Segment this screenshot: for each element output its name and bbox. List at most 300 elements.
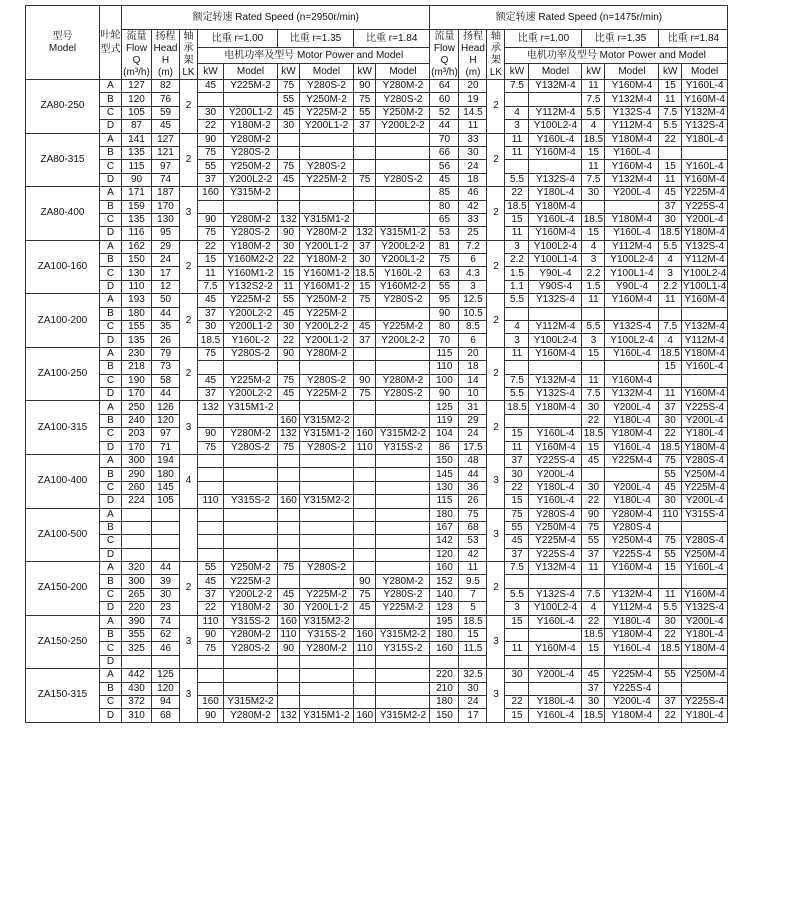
kw-r135-2950: 30 bbox=[278, 120, 300, 133]
head-header-1475: 扬程 Head H (m) bbox=[459, 30, 487, 80]
kw-r184-2950: 160 bbox=[354, 428, 376, 441]
motor-r135-1475: Y180L-4 bbox=[605, 414, 659, 427]
kw-r184-2950: 75 bbox=[354, 387, 376, 400]
flow-2950: 150 bbox=[122, 254, 152, 267]
kw-r100-1475 bbox=[505, 575, 529, 588]
kw-r184-1475: 55 bbox=[659, 468, 681, 481]
motor-r184-1475: Y280S-4 bbox=[681, 535, 727, 548]
table-row bbox=[26, 695, 728, 708]
kw-header: kW bbox=[198, 64, 224, 80]
motor-r135-2950 bbox=[300, 655, 354, 668]
head-1475: 20 bbox=[459, 80, 487, 93]
head-2950: 30 bbox=[152, 588, 180, 601]
motor-r184-1475: Y180M-4 bbox=[681, 227, 727, 240]
motor-r184-2950: Y225M-2 bbox=[376, 602, 430, 615]
motor-r135-2950: Y225M-2 bbox=[300, 307, 354, 320]
flow-2950: 250 bbox=[122, 401, 152, 414]
flow-2950: 290 bbox=[122, 468, 152, 481]
head-2950: 46 bbox=[152, 642, 180, 655]
kw-r100-2950: 30 bbox=[198, 321, 224, 334]
kw-r184-1475: 5.5 bbox=[659, 240, 681, 253]
motor-r184-2950: Y280M-2 bbox=[376, 80, 430, 93]
impeller-type: A bbox=[100, 669, 122, 682]
motor-r135-1475: Y160L-4 bbox=[605, 146, 659, 159]
motor-r135-1475: Y100L2-4 bbox=[605, 334, 659, 347]
flow-1475: 160 bbox=[430, 562, 459, 575]
motor-r100-2950: Y280S-2 bbox=[224, 146, 278, 159]
kw-r135-1475: 22 bbox=[582, 495, 605, 508]
table-row bbox=[26, 133, 728, 146]
kw-r184-2950 bbox=[354, 695, 376, 708]
motor-r184-1475 bbox=[681, 374, 727, 387]
kw-r184-1475: 55 bbox=[659, 669, 681, 682]
kw-r100-2950: 75 bbox=[198, 227, 224, 240]
motor-r100-2950: Y132S2-2 bbox=[224, 280, 278, 293]
kw-r135-2950: 30 bbox=[278, 602, 300, 615]
kw-r184-2950: 45 bbox=[354, 602, 376, 615]
motor-r100-1475: Y180L-4 bbox=[529, 695, 582, 708]
kw-r184-2950 bbox=[354, 521, 376, 534]
motor-r135-2950: Y280S-2 bbox=[300, 160, 354, 173]
head-1475: 15 bbox=[459, 629, 487, 642]
kw-r135-2950 bbox=[278, 669, 300, 682]
motor-r135-1475: Y160M-4 bbox=[605, 80, 659, 93]
motor-r135-1475: Y112M-4 bbox=[605, 240, 659, 253]
head-2950: 74 bbox=[152, 173, 180, 186]
flow-1475: 160 bbox=[430, 642, 459, 655]
kw-r100-1475 bbox=[505, 655, 529, 668]
head-2950: 97 bbox=[152, 160, 180, 173]
kw-r184-2950: 75 bbox=[354, 588, 376, 601]
motor-r184-2950: Y315M2-2 bbox=[376, 428, 430, 441]
flow-1475: 115 bbox=[430, 495, 459, 508]
motor-r100-1475 bbox=[529, 414, 582, 427]
bearing-frame-1475: 2 bbox=[487, 347, 505, 401]
kw-r184-1475 bbox=[659, 521, 681, 534]
kw-r184-1475: 5.5 bbox=[659, 120, 681, 133]
flow-2950: 110 bbox=[122, 280, 152, 293]
table-row bbox=[26, 307, 728, 320]
motor-r135-2950: Y160M1-2 bbox=[300, 267, 354, 280]
motor-r184-1475: Y250M-4 bbox=[681, 548, 727, 561]
pump-model: ZA100-160 bbox=[26, 240, 100, 294]
flow-1475: 55 bbox=[430, 280, 459, 293]
head-2950: 170 bbox=[152, 200, 180, 213]
kw-r184-1475: 22 bbox=[659, 428, 681, 441]
impeller-type: C bbox=[100, 160, 122, 173]
kw-r135-2950: 75 bbox=[278, 562, 300, 575]
kw-r100-2950 bbox=[198, 669, 224, 682]
head-2950 bbox=[152, 655, 180, 668]
kw-r184-2950: 132 bbox=[354, 227, 376, 240]
motor-r184-2950: Y250M-2 bbox=[376, 106, 430, 119]
motor-r184-2950 bbox=[376, 548, 430, 561]
head-1475: 10 bbox=[459, 387, 487, 400]
head-2950 bbox=[152, 535, 180, 548]
head-1475: 11.5 bbox=[459, 642, 487, 655]
speed-1475-header: 额定转速 Rated Speed (n=1475r/min) bbox=[430, 6, 728, 30]
motor-r100-1475: Y160M-4 bbox=[529, 146, 582, 159]
head-1475: 17 bbox=[459, 709, 487, 722]
flow-2950: 265 bbox=[122, 588, 152, 601]
impeller-type: D bbox=[100, 441, 122, 454]
motor-r100-2950 bbox=[224, 655, 278, 668]
kw-r100-1475: 18.5 bbox=[505, 401, 529, 414]
motor-r100-2950: Y315M2-2 bbox=[224, 695, 278, 708]
motor-r184-1475: Y160M-4 bbox=[681, 387, 727, 400]
motor-header-1475: 电机功率及型号 Motor Power and Model bbox=[505, 48, 728, 64]
motor-r184-2950 bbox=[376, 146, 430, 159]
head-1475: 18 bbox=[459, 173, 487, 186]
impeller-type: B bbox=[100, 682, 122, 695]
motor-r184-1475: Y180M-4 bbox=[681, 642, 727, 655]
motor-r100-1475: Y132M-4 bbox=[529, 80, 582, 93]
kw-r135-1475: 7.5 bbox=[582, 588, 605, 601]
kw-r135-1475: 15 bbox=[582, 227, 605, 240]
flow-2950: 87 bbox=[122, 120, 152, 133]
motor-r135-2950 bbox=[300, 695, 354, 708]
kw-r184-2950 bbox=[354, 307, 376, 320]
head-1475: 6 bbox=[459, 254, 487, 267]
flow-1475: 180 bbox=[430, 629, 459, 642]
kw-r135-2950: 55 bbox=[278, 93, 300, 106]
kw-r135-2950: 45 bbox=[278, 173, 300, 186]
kw-r184-1475: 4 bbox=[659, 334, 681, 347]
kw-r100-2950: 160 bbox=[198, 695, 224, 708]
motor-r100-1475 bbox=[529, 575, 582, 588]
motor-r100-2950: Y225M-2 bbox=[224, 575, 278, 588]
motor-r100-2950: Y280S-2 bbox=[224, 642, 278, 655]
motor-r135-2950 bbox=[300, 575, 354, 588]
kw-r135-2950 bbox=[278, 655, 300, 668]
motor-r184-2950 bbox=[376, 187, 430, 200]
head-2950: 44 bbox=[152, 307, 180, 320]
flow-1475: 120 bbox=[430, 548, 459, 561]
table-row bbox=[26, 294, 728, 307]
kw-r184-1475: 22 bbox=[659, 709, 681, 722]
bearing-frame-1475: 2 bbox=[487, 187, 505, 241]
flow-2950: 442 bbox=[122, 669, 152, 682]
head-1475: 18 bbox=[459, 361, 487, 374]
table-row bbox=[26, 280, 728, 293]
flow-2950: 135 bbox=[122, 146, 152, 159]
kw-r135-1475: 11 bbox=[582, 160, 605, 173]
head-2950: 97 bbox=[152, 428, 180, 441]
kw-r135-2950: 45 bbox=[278, 307, 300, 320]
motor-r184-1475 bbox=[681, 682, 727, 695]
impeller-type: B bbox=[100, 146, 122, 159]
flow-1475: 119 bbox=[430, 414, 459, 427]
kw-r100-1475: 7.5 bbox=[505, 80, 529, 93]
motor-model-header: Model bbox=[605, 64, 659, 80]
motor-r184-2950 bbox=[376, 521, 430, 534]
flow-2950 bbox=[122, 655, 152, 668]
kw-r184-1475: 30 bbox=[659, 495, 681, 508]
kw-r184-1475: 4 bbox=[659, 254, 681, 267]
kw-r184-1475: 45 bbox=[659, 481, 681, 494]
head-1475: 26 bbox=[459, 495, 487, 508]
motor-r135-1475: Y225S-4 bbox=[605, 548, 659, 561]
motor-r184-2950: Y315M2-2 bbox=[376, 709, 430, 722]
impeller-type: A bbox=[100, 133, 122, 146]
kw-r100-2950: 22 bbox=[198, 120, 224, 133]
flow-1475: 75 bbox=[430, 254, 459, 267]
motor-r100-2950: Y280M-2 bbox=[224, 213, 278, 226]
motor-r184-2950 bbox=[376, 468, 430, 481]
kw-r184-1475: 30 bbox=[659, 213, 681, 226]
kw-r100-2950: 90 bbox=[198, 709, 224, 722]
bearing-frame-1475: 2 bbox=[487, 240, 505, 294]
motor-r135-1475: Y160L-4 bbox=[605, 227, 659, 240]
kw-r184-1475: 37 bbox=[659, 200, 681, 213]
kw-r135-1475 bbox=[582, 361, 605, 374]
head-2950: 74 bbox=[152, 615, 180, 628]
kw-r100-1475: 22 bbox=[505, 481, 529, 494]
motor-r100-2950: Y200L2-2 bbox=[224, 173, 278, 186]
motor-r135-1475: Y100L2-4 bbox=[605, 254, 659, 267]
head-2950 bbox=[152, 548, 180, 561]
head-2950: 62 bbox=[152, 629, 180, 642]
motor-r184-2950: Y280S-2 bbox=[376, 93, 430, 106]
kw-r100-2950: 30 bbox=[198, 106, 224, 119]
kw-r100-2950: 75 bbox=[198, 441, 224, 454]
motor-r135-1475: Y250M-4 bbox=[605, 535, 659, 548]
kw-r100-1475: 7.5 bbox=[505, 562, 529, 575]
motor-r100-1475 bbox=[529, 655, 582, 668]
flow-1475: 142 bbox=[430, 535, 459, 548]
motor-r100-1475 bbox=[529, 361, 582, 374]
kw-r184-1475 bbox=[659, 682, 681, 695]
kw-r135-1475: 18.5 bbox=[583, 133, 604, 145]
motor-r100-1475: Y225S-4 bbox=[529, 454, 582, 467]
kw-r135-2950 bbox=[278, 146, 300, 159]
kw-r100-2950: 45 bbox=[198, 575, 224, 588]
motor-r184-2950: Y160M2-2 bbox=[376, 280, 430, 293]
kw-r135-1475: 75 bbox=[582, 521, 605, 534]
kw-r184-2950 bbox=[354, 361, 376, 374]
impeller-type: A bbox=[100, 401, 122, 414]
motor-r135-1475: Y112M-4 bbox=[605, 602, 659, 615]
kw-r135-1475: 4 bbox=[582, 602, 605, 615]
flow-1475: 53 bbox=[430, 227, 459, 240]
motor-r100-2950: Y200L1-2 bbox=[224, 321, 278, 334]
motor-r184-2950 bbox=[376, 562, 430, 575]
kw-r135-1475: 45 bbox=[582, 669, 605, 682]
motor-r100-1475: Y132S-4 bbox=[529, 173, 582, 186]
motor-r100-2950: Y160M2-2 bbox=[224, 254, 278, 267]
motor-r100-2950: Y180M-2 bbox=[224, 602, 278, 615]
flow-1475: 65 bbox=[430, 213, 459, 226]
flow-2950: 300 bbox=[122, 454, 152, 467]
table-body bbox=[26, 80, 728, 723]
head-1475: 29 bbox=[459, 414, 487, 427]
motor-model-header: Model bbox=[300, 64, 354, 80]
impeller-type: B bbox=[100, 468, 122, 481]
kw-r135-2950: 75 bbox=[278, 160, 300, 173]
kw-r100-1475: 5.5 bbox=[505, 294, 529, 307]
ratio-100-header-2950: 比重 r=1.00 bbox=[198, 30, 278, 48]
bearing-frame-2950: 2 bbox=[180, 562, 198, 616]
motor-model-header: Model bbox=[376, 64, 430, 80]
kw-r100-1475: 22 bbox=[505, 695, 529, 708]
kw-r184-2950: 30 bbox=[354, 254, 376, 267]
head-2950: 44 bbox=[152, 387, 180, 400]
flow-2950: 127 bbox=[122, 80, 152, 93]
motor-r184-2950 bbox=[376, 361, 430, 374]
head-1475: 24 bbox=[459, 695, 487, 708]
flow-1475: 90 bbox=[430, 387, 459, 400]
motor-r184-1475 bbox=[681, 521, 727, 534]
motor-r135-1475: Y100L1-4 bbox=[605, 267, 659, 280]
kw-header: kW bbox=[659, 64, 681, 80]
impeller-type: A bbox=[100, 80, 122, 93]
kw-r100-2950: 75 bbox=[198, 146, 224, 159]
motor-r184-1475: Y200L-4 bbox=[681, 615, 727, 628]
bearing-frame-2950: 2 bbox=[180, 240, 198, 294]
kw-r135-1475: 30 bbox=[582, 187, 605, 200]
kw-r184-2950 bbox=[354, 669, 376, 682]
kw-r135-2950 bbox=[278, 575, 300, 588]
kw-r100-1475 bbox=[505, 629, 529, 642]
head-1475: 30 bbox=[459, 682, 487, 695]
kw-r184-2950 bbox=[354, 146, 376, 159]
motor-r135-2950: Y315M1-2 bbox=[300, 709, 354, 722]
table-row bbox=[26, 615, 728, 628]
kw-r135-2950 bbox=[278, 187, 300, 200]
impeller-type: B bbox=[100, 254, 122, 267]
motor-r100-1475: Y132S-4 bbox=[529, 588, 582, 601]
kw-r184-2950 bbox=[354, 401, 376, 414]
motor-r135-1475: Y200L-4 bbox=[605, 187, 659, 200]
flow-2950: 193 bbox=[122, 294, 152, 307]
motor-r100-2950 bbox=[224, 93, 278, 106]
motor-r184-2950 bbox=[376, 414, 430, 427]
kw-r135-1475: 3 bbox=[582, 254, 605, 267]
kw-r100-2950: 15 bbox=[198, 254, 224, 267]
kw-r100-1475: 15 bbox=[505, 428, 529, 441]
kw-r100-1475: 22 bbox=[505, 187, 529, 200]
head-1475: 9.5 bbox=[459, 575, 487, 588]
impeller-type: A bbox=[100, 454, 122, 467]
motor-r100-2950 bbox=[224, 521, 278, 534]
kw-r135-2950: 160 bbox=[278, 414, 300, 427]
head-2950: 58 bbox=[152, 374, 180, 387]
kw-r184-1475: 2.2 bbox=[659, 280, 681, 293]
head-1475: 11 bbox=[459, 120, 487, 133]
motor-r135-2950: Y315M1-2 bbox=[300, 213, 354, 226]
kw-r184-2950: 90 bbox=[354, 80, 376, 93]
motor-r184-1475: Y180M-4 bbox=[681, 347, 727, 360]
head-1475: 32.5 bbox=[459, 669, 487, 682]
table-row bbox=[26, 508, 728, 521]
kw-r184-1475: 37 bbox=[659, 401, 681, 414]
kw-r100-1475: 30 bbox=[505, 468, 529, 481]
kw-header: kW bbox=[354, 64, 376, 80]
motor-r184-1475: Y180L-4 bbox=[681, 709, 727, 722]
kw-r184-1475: 18.5 bbox=[660, 348, 680, 359]
head-2950: 35 bbox=[152, 321, 180, 334]
impeller-type: A bbox=[100, 562, 122, 575]
kw-r184-2950 bbox=[354, 508, 376, 521]
flow-1475: 86 bbox=[430, 441, 459, 454]
flow-2950: 190 bbox=[122, 374, 152, 387]
flow-1475: 180 bbox=[430, 695, 459, 708]
table-row bbox=[26, 535, 728, 548]
flow-2950: 355 bbox=[122, 629, 152, 642]
motor-r100-2950 bbox=[224, 508, 278, 521]
flow-2950 bbox=[122, 508, 152, 521]
motor-r135-2950: Y225M-2 bbox=[300, 588, 354, 601]
kw-r100-1475: 15 bbox=[505, 615, 529, 628]
kw-r184-1475: 22 bbox=[659, 629, 681, 642]
kw-r135-1475: 5.5 bbox=[582, 321, 605, 334]
bearing-frame-2950: 3 bbox=[180, 187, 198, 241]
table-row bbox=[26, 562, 728, 575]
table-row bbox=[26, 254, 728, 267]
kw-r100-1475: 1.5 bbox=[505, 267, 529, 280]
motor-r184-1475: Y132S-4 bbox=[681, 240, 727, 253]
motor-r100-1475: Y160L-4 bbox=[529, 133, 582, 146]
motor-r100-2950 bbox=[224, 481, 278, 494]
impeller-type: B bbox=[100, 629, 122, 642]
motor-r135-1475: Y132S-4 bbox=[605, 321, 659, 334]
motor-r184-2950 bbox=[376, 655, 430, 668]
pump-model: ZA80-400 bbox=[26, 187, 100, 241]
motor-r100-1475: Y132S-4 bbox=[529, 387, 582, 400]
kw-r184-2950: 45 bbox=[354, 321, 376, 334]
kw-r100-1475: 3 bbox=[505, 240, 529, 253]
motor-r135-2950 bbox=[300, 669, 354, 682]
kw-r184-2950: 160 bbox=[354, 709, 376, 722]
motor-r184-1475: Y250M-4 bbox=[681, 468, 727, 481]
kw-r100-2950: 37 bbox=[198, 307, 224, 320]
head-2950: 29 bbox=[152, 240, 180, 253]
head-1475: 18.5 bbox=[459, 615, 487, 628]
kw-r184-2950 bbox=[354, 200, 376, 213]
head-2950: 50 bbox=[152, 294, 180, 307]
head-1475: 7.2 bbox=[459, 240, 487, 253]
flow-1475: 56 bbox=[430, 160, 459, 173]
motor-r100-1475: Y180L-4 bbox=[529, 481, 582, 494]
ratio-184-header-2950: 比重 r=1.84 bbox=[354, 30, 430, 48]
motor-r100-1475 bbox=[529, 93, 582, 106]
impeller-type: D bbox=[100, 227, 122, 240]
kw-r135-2950: 30 bbox=[278, 321, 300, 334]
motor-r100-2950: Y280M-2 bbox=[224, 428, 278, 441]
motor-r135-2950: Y200L1-2 bbox=[300, 240, 354, 253]
impeller-type: D bbox=[100, 602, 122, 615]
table-row bbox=[26, 347, 728, 360]
motor-r100-2950 bbox=[224, 454, 278, 467]
kw-r100-1475 bbox=[505, 682, 529, 695]
motor-r184-2950: Y200L2-2 bbox=[376, 240, 430, 253]
flow-2950: 120 bbox=[122, 93, 152, 106]
bearing-frame-1475: 2 bbox=[487, 80, 505, 134]
bearing-frame-1475: 3 bbox=[487, 454, 505, 508]
motor-r100-2950: Y225M-2 bbox=[224, 80, 278, 93]
head-1475: 44 bbox=[459, 468, 487, 481]
kw-r184-1475: 11 bbox=[659, 387, 681, 400]
bearing-frame-2950 bbox=[180, 508, 198, 562]
kw-r184-2950 bbox=[354, 562, 376, 575]
flow-1475: 104 bbox=[430, 428, 459, 441]
impeller-type: D bbox=[100, 495, 122, 508]
kw-r184-1475 bbox=[659, 307, 681, 320]
pump-spec-table bbox=[25, 5, 728, 723]
kw-r135-2950: 45 bbox=[278, 387, 300, 400]
kw-r135-1475: 11 bbox=[582, 80, 605, 93]
kw-r100-2950: 45 bbox=[198, 294, 224, 307]
